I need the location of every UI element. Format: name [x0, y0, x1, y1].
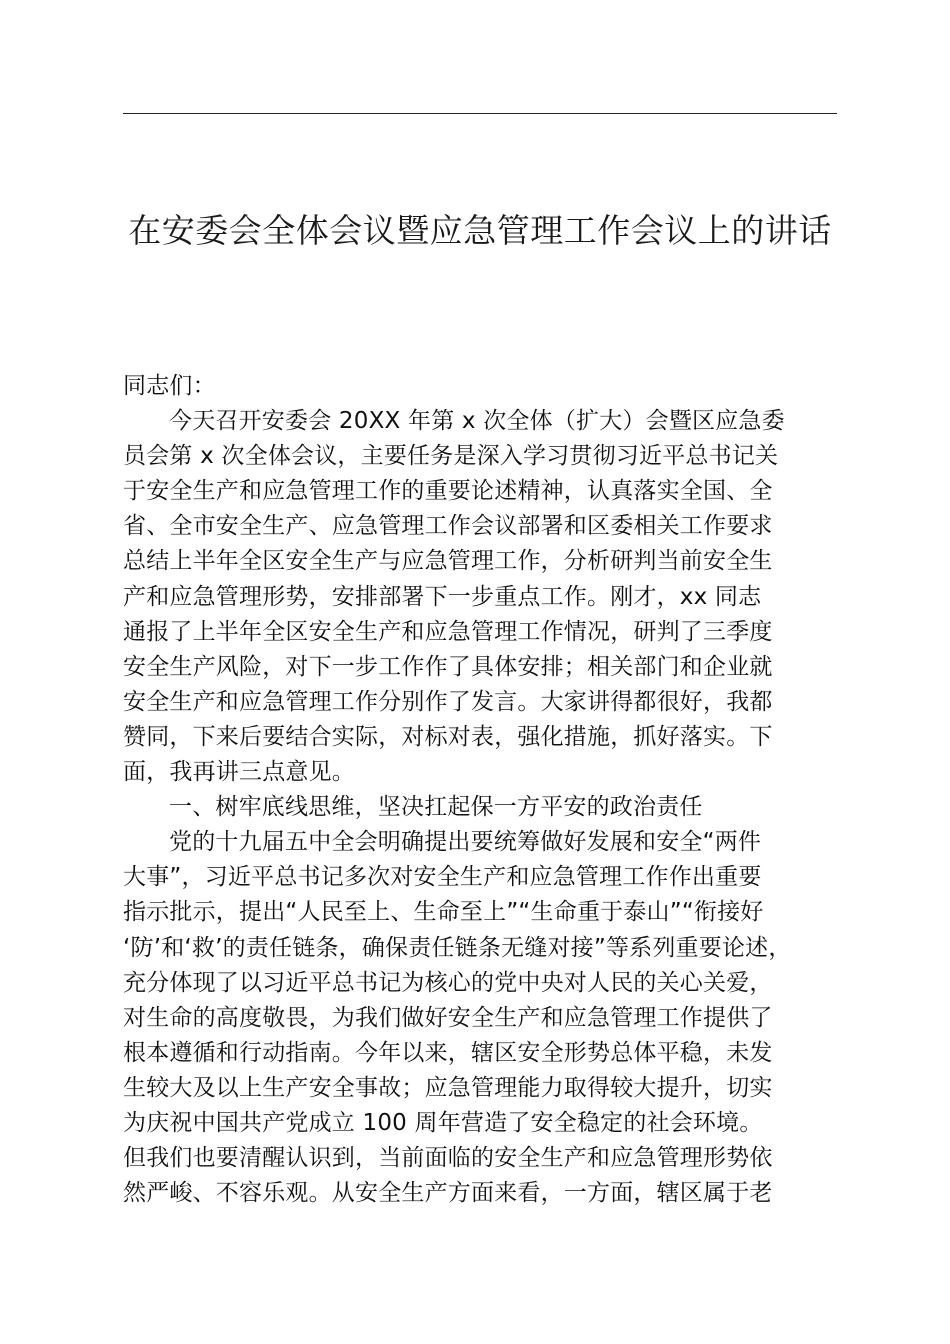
text-line: 党的十九届五中全会明确提出要统筹做好发展和安全“两件 — [169, 829, 762, 856]
text-line: 省、全市安全生产、应急管理工作会议部署和区委相关工作要求 — [123, 513, 773, 540]
text-line: 生较大及以上生产安全事故；应急管理能力取得较大提升，切实 — [123, 1074, 773, 1101]
section-heading-text: 一、树牢底线思维，坚决扛起保一方平安的政治责任 — [169, 794, 703, 821]
text-line: ‘防’和‘救’的责任链条，确保责任链条无缝对接”等系列重要论述， — [123, 934, 792, 961]
text-line: 大事”，习近平总书记多次对安全生产和应急管理工作作出重要 — [123, 864, 762, 891]
document-body — [123, 369, 843, 1211]
text-line: 赞同，下来后要结合实际，对标对表，强化措施，抓好落实。下 — [123, 723, 773, 750]
text-line: 安全生产风险，对下一步工作作了具体安排；相关部门和企业就 — [123, 653, 773, 680]
section-heading-1 — [123, 790, 843, 825]
salutation: 同志们： — [123, 373, 216, 399]
text-line: 充分体现了以习近平总书记为核心的党中央对人民的关心关爱， — [123, 969, 773, 996]
text-line: 今天召开安委会 20XX 年第 x 次全体（扩大）会暨区应急委 — [169, 408, 785, 435]
text-line: 面，我再讲三点意见。 — [123, 759, 355, 786]
text-line: 然严峻、不容乐观。从安全生产方面来看，一方面，辖区属于老 — [123, 1180, 773, 1207]
text-line: 产和应急管理形势，安排部署下一步重点工作。刚才，xx 同志 — [123, 583, 762, 610]
text-line: 对生命的高度敬畏，为我们做好安全生产和应急管理工作提供了 — [123, 1004, 773, 1031]
text-line: 为庆祝中国共产党成立 100 周年营造了安全稳定的社会环境。 — [123, 1109, 763, 1136]
text-line: 根本遵循和行动指南。今年以来，辖区安全形势总体平稳，未发 — [123, 1039, 773, 1066]
text-line: 总结上半年全区安全生产与应急管理工作，分析研判当前安全生 — [123, 548, 773, 575]
paragraph-intro — [123, 404, 843, 790]
text-line: 但我们也要清醒认识到，当前面临的安全生产和应急管理形势依 — [123, 1145, 773, 1172]
text-line: 员会第 x 次全体会议，主要任务是深入学习贯彻习近平总书记关 — [123, 443, 779, 470]
text-line: 于安全生产和应急管理工作的重要论述精神，认真落实全国、全 — [123, 478, 773, 505]
text-line: 安全生产和应急管理工作分别作了发言。大家讲得都很好，我都 — [123, 688, 773, 715]
paragraph-section-1 — [123, 825, 843, 1211]
text-line: 指示批示，提出“人民至上、生命至上”“生命重于泰山”“衔接好 — [123, 899, 764, 926]
header-divider — [123, 113, 837, 114]
document-title: 在安委会全体会议暨应急管理工作会议上的讲话 — [128, 211, 832, 250]
text-line: 通报了上半年全区安全生产和应急管理工作情况，研判了三季度 — [123, 618, 773, 645]
